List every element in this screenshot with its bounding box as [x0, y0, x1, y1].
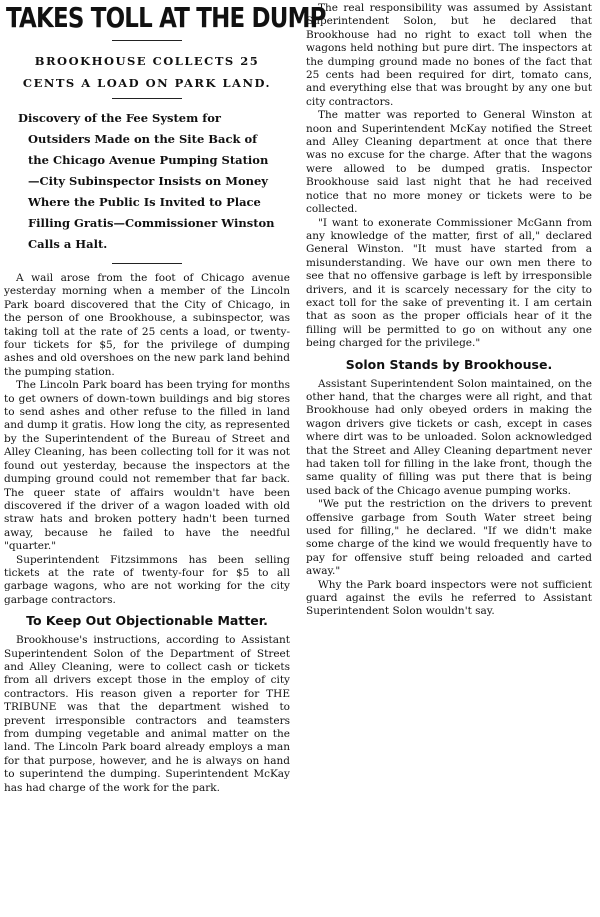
paragraph-solon-maintained: Assistant Superintendent Solon maintained, on the other hand, that the charges were all right, and that Brookhouse had only obeyed orders in making the wagon drivers give tickets or cash, except in cases where dirt was to be unloaded. Solon acknowledged that the Street and Alley Cleaning department never had taken toll for filling in the lake front, though the same quality of filling was put there that is being used back of the Chicago avenue pumping works.: [306, 377, 592, 497]
paragraph-restriction-quote: "We put the restriction on the drivers to prevent offensive garbage from South Water street being used for filling," he declared. "If we didn't make some charge of the kind we would frequently have to pay for offensive stuff being reloaded and carted away.": [306, 498, 592, 578]
paragraph-instructions: Brookhouse's instructions, according to Assistant Superintendent Solon of the Department of Street and Alley Cleaning, were to collect cash or tickets from all drivers except those in the employ of city contractors. His reason given a reporter for THE TRIBUNE was that the department wished to prevent irresponsible contractors and teamsters from dumping vegetable and animal matter on the land. The Lincoln Park board already employs a man for that purpose, however, and he is always on hand to superintend the dumping. Superintendent McKay has had charge of the work for the park.: [4, 634, 290, 794]
paragraph-opening: A wail arose from the foot of Chicago avenue yesterday morning when a member of the Lincoln Park board discovered that the City of Chicago, in the person of one Brookhouse, a subinspector, was taking toll at the rate of 25 cents a load, or twenty-four tickets for $5, for the privilege of dumping ashes and old overshoes on the new park land behind the pumping station.: [4, 272, 291, 378]
deck-rule-1: [112, 98, 182, 99]
paragraph-reported: The matter was reported to General Winston at noon and Superintendent McKay notified the Street and Alley Cleaning department at once that there was no excuse for the charge. After that the wagons were allowed to be dumped gratis. Inspector Brookhouse said last night that he had received notice that no more money or tickets were to be collected.: [306, 109, 592, 216]
paragraph-exonerate: "I want to exonerate Commissioner McGann from any knowledge of the matter, first of all," declared General Winston. "It must have started from a misunderstanding. We have our own men there to see that no offensive garbage is left by irresponsible drivers, and it is scarcely necessary for the city to exact toll for the sake of preventing it. I am certain that as soon as the proper officials hear of it the filling will be permitted to go on without any one being charged for the privilege.": [306, 216, 592, 350]
deck-rule-2: [112, 263, 182, 264]
subhead-solon-stands: Solon Stands by Brookhouse.: [345, 356, 553, 372]
headline: TAKES TOLL AT THE DUMP: [6, 1, 326, 34]
paragraph-responsibility: The real responsibility was assumed by Assistant Superintendent Solon, but he declared that Brookhouse had no right to exact toll when the wagons held nothing but pure dirt. The inspectors at the dumping ground made no bones of the fact that 25 cents had been required for dirt, tomato cans, and everything else that was brought by any one but city contractors.: [306, 2, 592, 108]
paragraph-park-board: The Lincoln Park board has been trying for months to get owners of down-town buildings and big stores to send ashes and other refuse to the filled in land and dump it gratis. How long the city, as represented by the Superintendent of the Bureau of Street and Alley Cleaning, has been collecting toll for it was not found out yesterday, because the inspectors at the dumping ground could not remember that far back. The queer state of affairs wouldn't have been discovered if the driver of a wagon loaded with old straw hats and broken pottery hadn't been turned away, because he failed to have the needful "quarter.": [4, 379, 290, 553]
right-column: [306, 0, 592, 619]
subhead-objectionable-matter: To Keep Out Objectionable Matter.: [26, 613, 268, 629]
paragraph-why: Why the Park board inspectors were not sufficient guard against the evils he referred to Assistant Superintendent Solon wouldn't say.: [306, 578, 592, 618]
deck-primary: BROOKHOUSE COLLECTS 25 CENTS A LOAD ON PARK LAND.: [22, 54, 272, 90]
headline-rule: [112, 40, 182, 41]
left-column: [4, 0, 326, 795]
deck-secondary: Discovery of the Fee System for Outsiders Made on the Site Back of the Chicago Avenue Pumping Station—City Subinspector Insists on Money Where the Public Is Invited to Place Filling Gratis—Commissioner Winston Calls a Halt.: [18, 111, 275, 251]
paragraph-fitzsimmons: Superintendent Fitzsimmons has been selling tickets at the rate of twenty-four for $5 to all garbage wagons, who are not working for the city garbage contractors.: [4, 553, 290, 606]
